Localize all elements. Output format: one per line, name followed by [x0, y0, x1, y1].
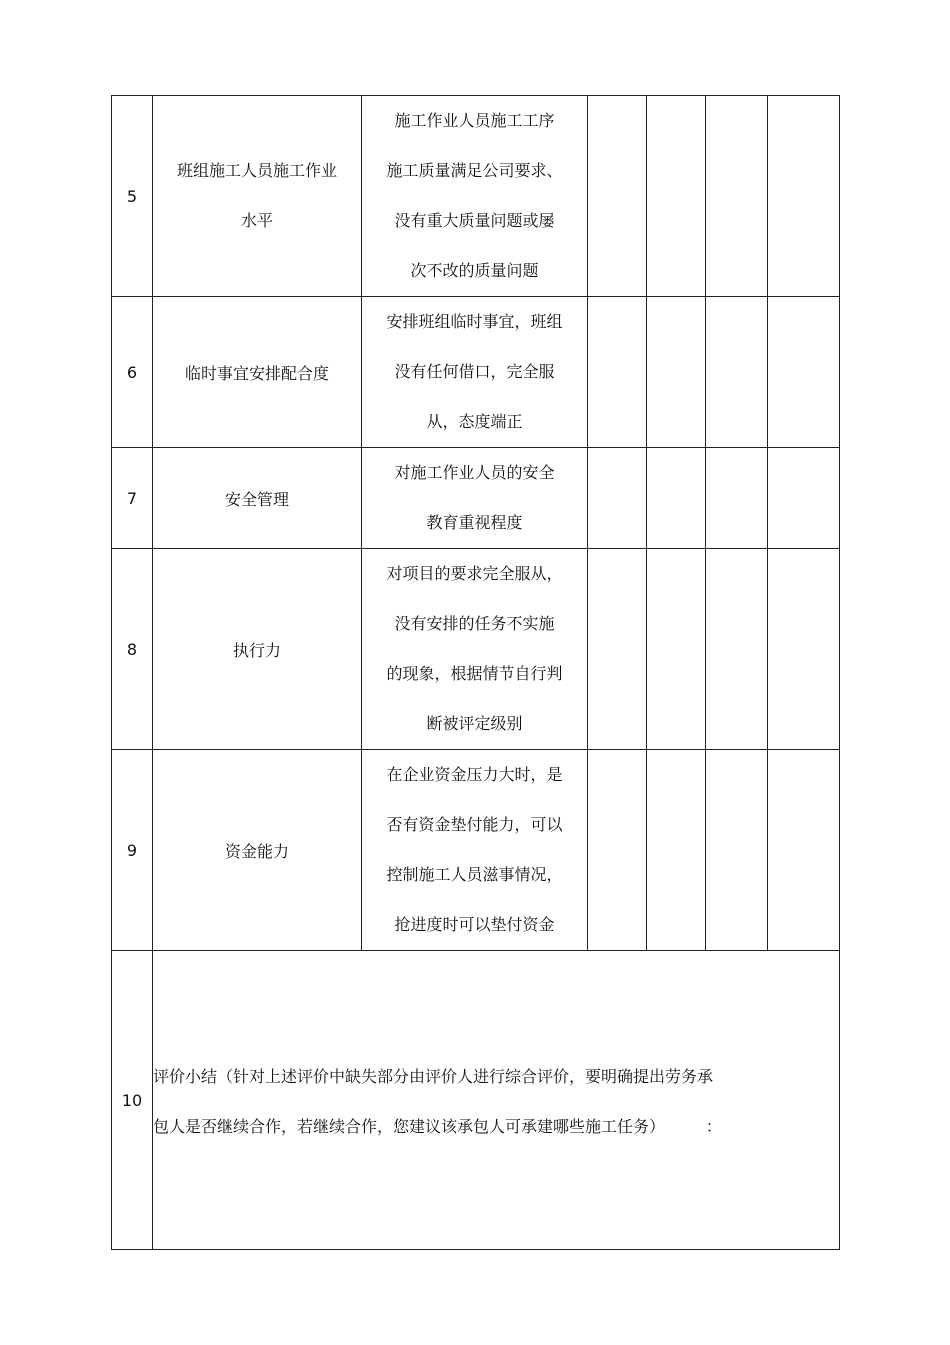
criteria-line: 抢进度时可以垫付资金: [394, 915, 555, 934]
table-row: [112, 448, 840, 549]
evaluation-item: [153, 297, 362, 448]
summary-row: [112, 951, 840, 1250]
item-line: 水平: [240, 211, 273, 230]
criteria-line: 否有资金垫付能力，可以: [386, 815, 563, 834]
score-cell[interactable]: [768, 549, 840, 750]
score-cell[interactable]: [647, 448, 706, 549]
row-number: 7: [112, 448, 153, 549]
score-cell[interactable]: [706, 750, 768, 951]
row-number: 10: [112, 951, 153, 1250]
table-row: [112, 96, 840, 297]
summary-cell[interactable]: [153, 951, 840, 1250]
item-line: 临时事宜安排配合度: [184, 363, 329, 383]
summary-line: 评价小结（针对上述评价中缺失部分由评价人进行综合评价，要明确提出劳务承: [153, 1066, 714, 1086]
summary-line: 包人是否继续合作，若继续合作，您建议该承包人可承建哪些施工任务） ：: [153, 1116, 722, 1136]
score-cell[interactable]: [768, 96, 840, 297]
table-row: [112, 297, 840, 448]
score-cell[interactable]: [588, 448, 647, 549]
score-cell[interactable]: [647, 96, 706, 297]
evaluation-criteria: [362, 549, 588, 750]
item-line: 执行力: [232, 640, 281, 660]
evaluation-criteria: [362, 750, 588, 951]
criteria-line: 安排班组临时事宜，班组: [386, 312, 563, 331]
table-row: [112, 549, 840, 750]
item-line: 资金能力: [224, 841, 289, 861]
evaluation-item: [153, 750, 362, 951]
criteria-line: 断被评定级别: [426, 714, 523, 733]
evaluation-criteria: [362, 448, 588, 549]
score-cell[interactable]: [706, 549, 768, 750]
criteria-line: 在企业资金压力大时，是: [386, 765, 563, 784]
criteria-line: 没有重大质量问题或屡: [394, 211, 555, 230]
score-cell[interactable]: [706, 297, 768, 448]
score-cell[interactable]: [768, 297, 840, 448]
criteria-line: 的现象，根据情节自行判: [386, 664, 563, 683]
score-cell[interactable]: [647, 297, 706, 448]
score-cell[interactable]: [706, 448, 768, 549]
row-number: 5: [112, 96, 153, 297]
evaluation-item: [153, 549, 362, 750]
criteria-line: 对施工作业人员的安全: [394, 463, 555, 482]
criteria-line: 次不改的质量问题: [410, 261, 539, 280]
evaluation-criteria: [362, 96, 588, 297]
row-number: 6: [112, 297, 153, 448]
evaluation-criteria: [362, 297, 588, 448]
criteria-line: 施工质量满足公司要求、: [386, 161, 563, 180]
evaluation-item: [153, 448, 362, 549]
score-cell[interactable]: [647, 750, 706, 951]
criteria-line: 教育重视程度: [426, 513, 523, 532]
evaluation-item: [153, 96, 362, 297]
score-cell[interactable]: [588, 297, 647, 448]
row-number: 9: [112, 750, 153, 951]
score-cell[interactable]: [588, 549, 647, 750]
item-line: 班组施工人员施工作业: [176, 161, 337, 180]
score-cell[interactable]: [588, 96, 647, 297]
row-number: 8: [112, 549, 153, 750]
criteria-line: 从，态度端正: [426, 412, 523, 431]
item-line: 安全管理: [224, 489, 289, 509]
criteria-line: 没有安排的任务不实施: [394, 614, 555, 633]
criteria-line: 没有任何借口，完全服: [394, 362, 555, 381]
score-cell[interactable]: [768, 448, 840, 549]
score-cell[interactable]: [768, 750, 840, 951]
score-cell[interactable]: [588, 750, 647, 951]
table-row: [112, 750, 840, 951]
criteria-line: 控制施工人员滋事情况，: [386, 865, 563, 884]
criteria-line: 施工作业人员施工工序: [394, 111, 555, 130]
score-cell[interactable]: [647, 549, 706, 750]
criteria-line: 对项目的要求完全服从，: [386, 564, 563, 583]
score-cell[interactable]: [706, 96, 768, 297]
evaluation-table: [111, 95, 840, 1250]
